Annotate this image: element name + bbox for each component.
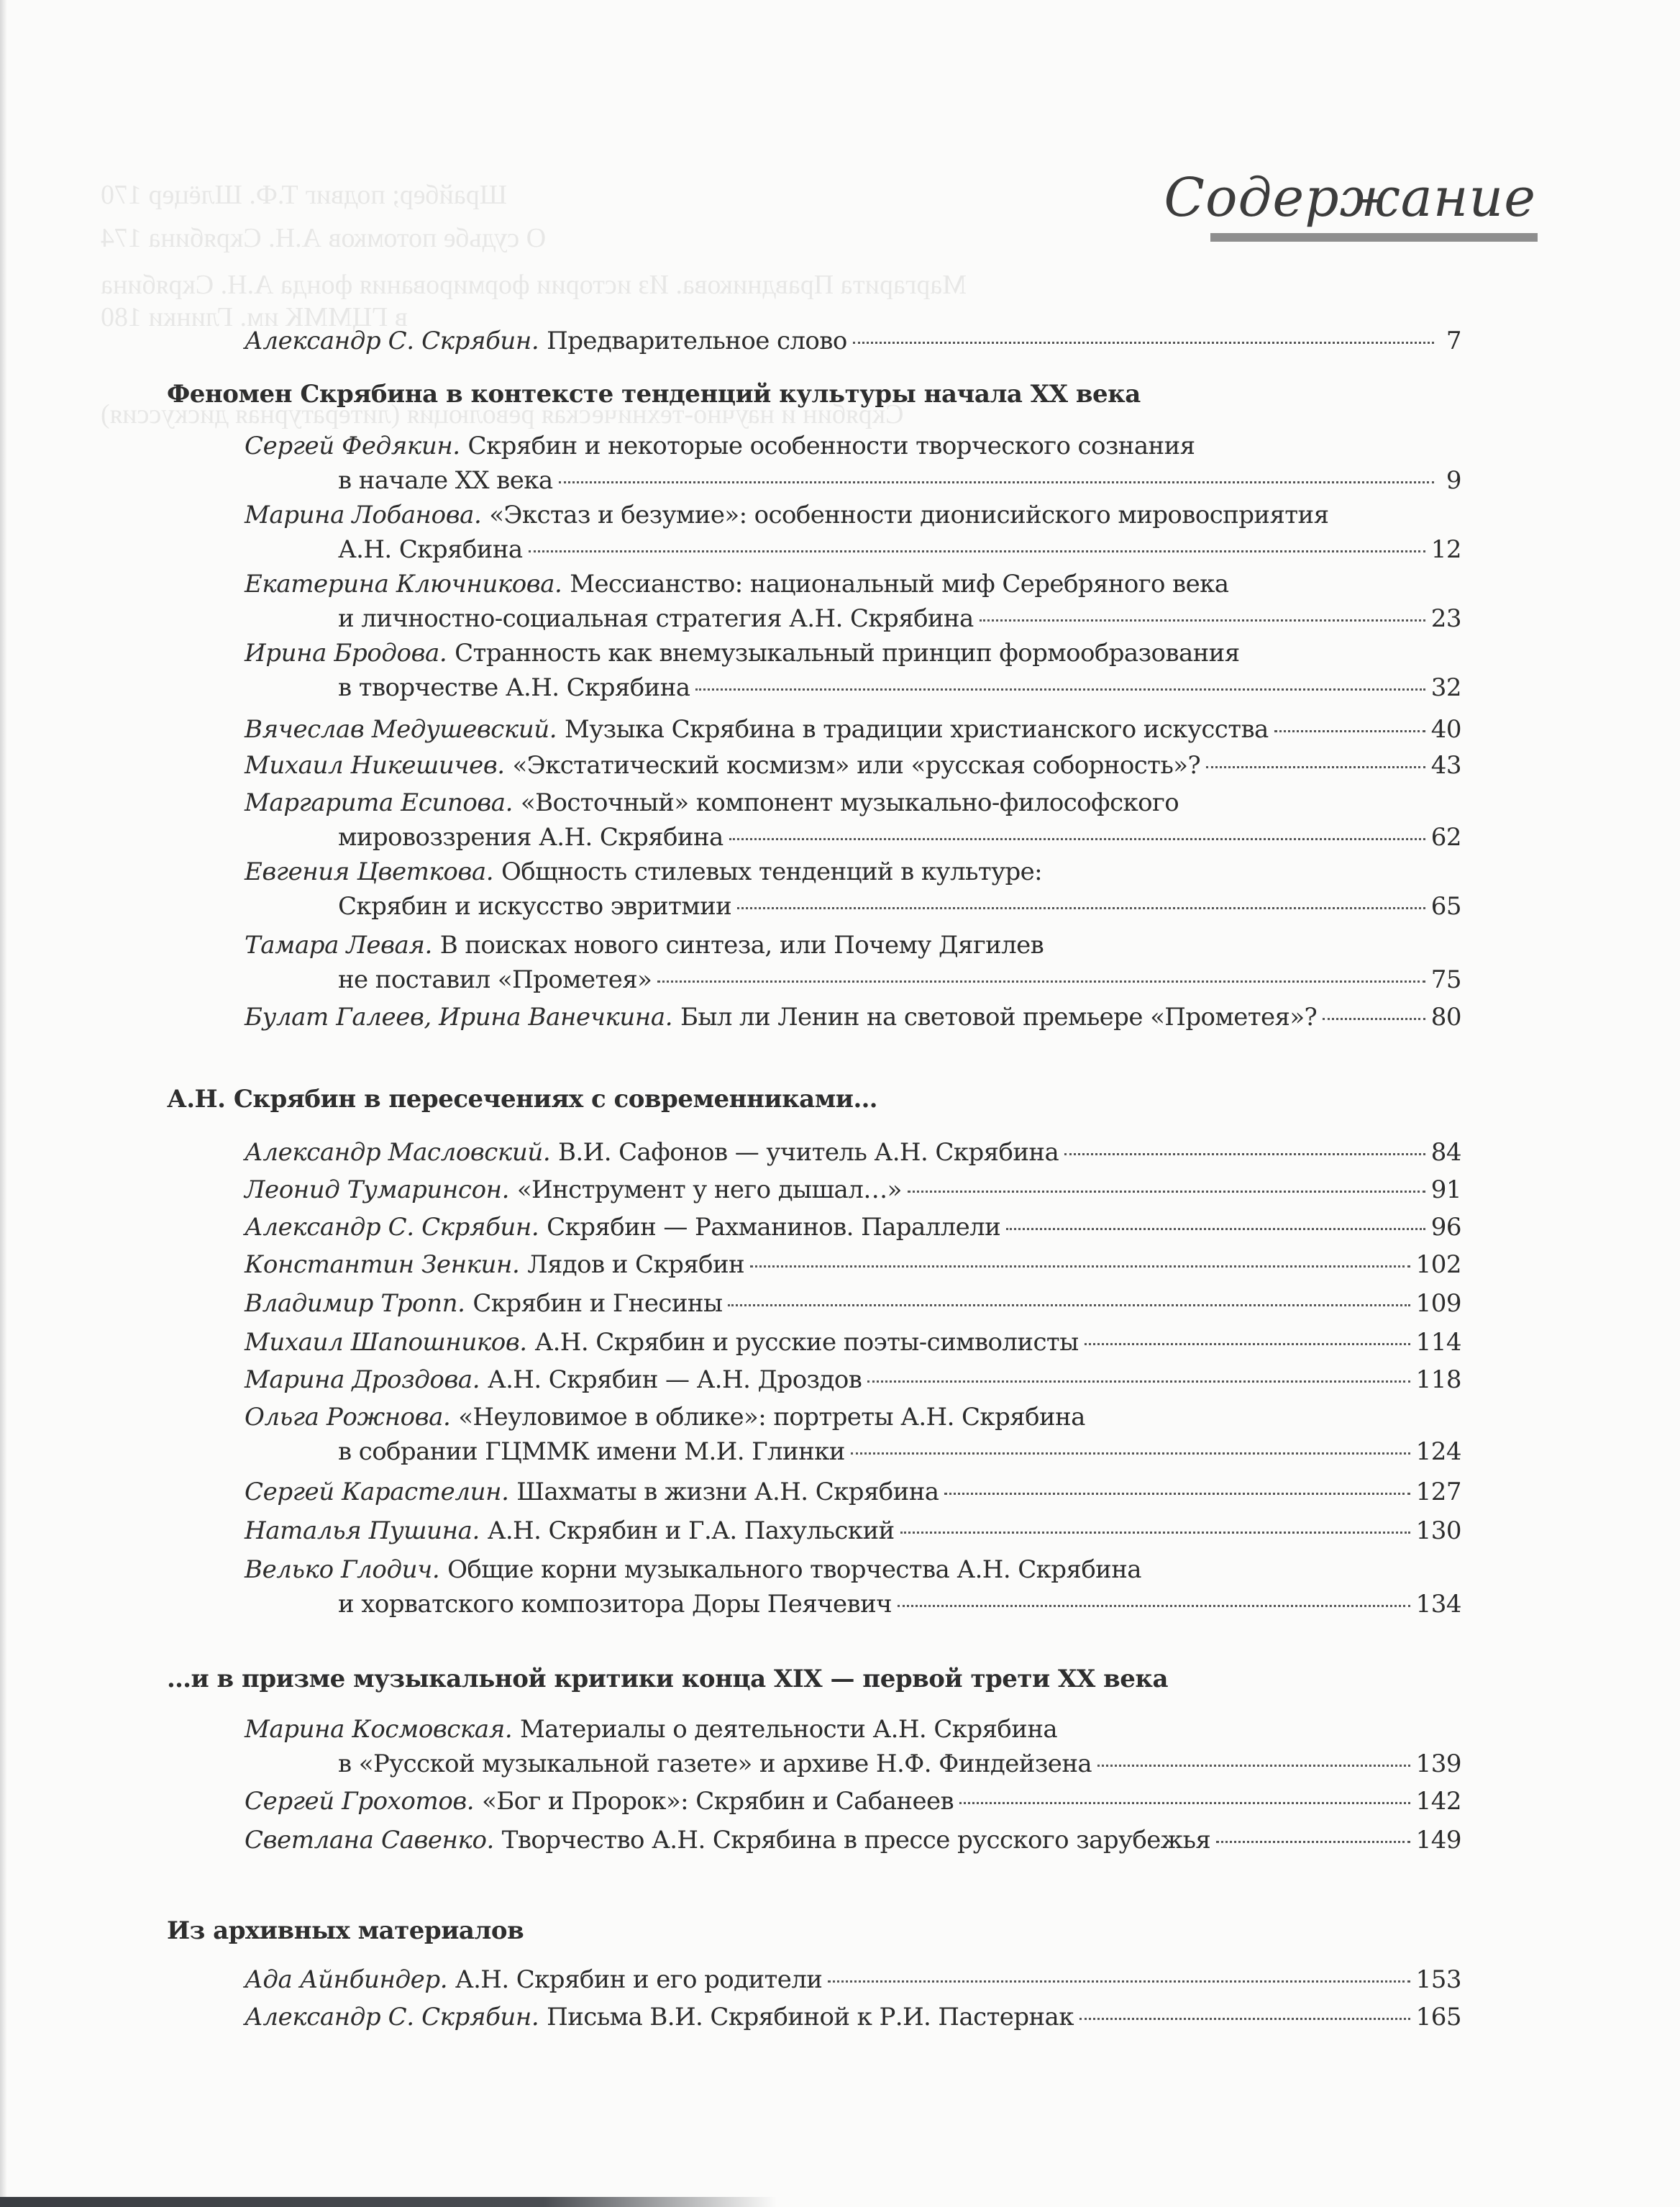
dot-leader (900, 1532, 1410, 1534)
dot-leader (529, 550, 1425, 552)
entry-page-number: 109 (1415, 1289, 1461, 1318)
entry-author: Леонид Тумаринсон. (245, 1175, 510, 1204)
entry-title: Общность стилевых тенденций в культуре: (501, 857, 1043, 886)
entry-title: Общие корни музыкального творчества А.Н. Скрябина (447, 1555, 1141, 1584)
entry-page-number: 149 (1415, 1826, 1461, 1855)
entry-title-cont: А.Н. Скрябина (338, 535, 523, 564)
entry-title: «Восточный» компонент музыкально-философского (520, 788, 1179, 817)
entry-title: А.Н. Скрябин и русские поэты-символисты (534, 1328, 1079, 1357)
entry-author: Булат Галеев, Ирина Ванечкина. (245, 1003, 673, 1032)
toc-entry[interactable] (245, 498, 1461, 567)
dot-leader (1206, 766, 1425, 768)
entry-title: Шахматы в жизни А.Н. Скрябина (516, 1478, 939, 1506)
entry-title: Скрябин и некоторые особенности творческого сознания (467, 432, 1195, 460)
dot-leader (657, 980, 1425, 983)
toc-entry[interactable] (245, 712, 1461, 747)
toc-entry[interactable] (245, 1210, 1461, 1244)
entry-title: Скрябин и Гнесины (472, 1289, 723, 1318)
entry-title-cont: не поставил «Прометея» (338, 965, 652, 994)
toc-entry[interactable] (245, 928, 1461, 997)
toc-entry[interactable] (245, 855, 1461, 924)
entry-author: Константин Зенкин. (245, 1250, 520, 1279)
entry-title: «Экстатический космизм» или «русская соборность»? (512, 751, 1201, 780)
dot-leader (1216, 1841, 1410, 1843)
page-title: Содержание (1164, 167, 1536, 229)
section-heading: …и в призме музыкальной критики конца XIX — первой трети XX века (167, 1665, 1168, 1693)
section-heading: Из архивных материалов (167, 1916, 524, 1945)
scan-edge (0, 0, 7, 2207)
entry-title-cont: в творчестве А.Н. Скрябина (338, 673, 690, 702)
entry-page-number: 165 (1415, 2003, 1461, 2031)
toc-entry[interactable] (245, 429, 1461, 498)
show-through-line: О судьбе потомков А.Н. Скрябина 174 (101, 223, 547, 253)
section-heading: А.Н. Скрябин в пересечениях с современниками… (167, 1085, 877, 1114)
entry-author: Александр Масловский. (245, 1138, 551, 1167)
entry-author: Тамара Левая. (245, 931, 432, 960)
toc-entry[interactable] (245, 1325, 1461, 1360)
dot-leader (828, 1980, 1410, 1983)
toc-entry[interactable] (245, 786, 1461, 855)
title-underline (1210, 233, 1538, 242)
dot-leader (1085, 1343, 1410, 1345)
entry-page-number: 62 (1430, 823, 1461, 852)
entry-author: Велько Глодич. (245, 1555, 440, 1584)
entry-title: Мессианство: национальный миф Серебряного века (570, 570, 1229, 599)
entry-page-number: 80 (1430, 1003, 1461, 1032)
entry-author: Александр С. Скрябин. (245, 2003, 539, 2031)
entry-title-cont: мировоззрения А.Н. Скрябина (338, 823, 723, 852)
toc-entry[interactable] (245, 748, 1461, 783)
dot-leader (1079, 2018, 1410, 2020)
dot-leader (729, 838, 1425, 840)
toc-entry[interactable] (245, 1823, 1461, 1857)
entry-title: А.Н. Скрябин и его родители (455, 1965, 823, 1994)
entry-author: Наталья Пушина. (245, 1516, 480, 1545)
entry-author: Марина Лобанова. (245, 501, 482, 529)
entry-title: «Экстаз и безумие»: особенности дионисийского мировосприятия (489, 501, 1329, 529)
entry-page-number: 9 (1446, 466, 1461, 495)
entry-author: Марина Космовская. (245, 1715, 513, 1744)
entry-page-number: 65 (1430, 892, 1461, 921)
entry-page-number: 114 (1415, 1328, 1461, 1357)
dot-leader (944, 1493, 1410, 1495)
entry-title-cont: и хорватского композитора Доры Пеячевич (338, 1590, 892, 1619)
dot-leader (908, 1191, 1425, 1193)
entry-page-number: 118 (1415, 1365, 1461, 1394)
toc-entry[interactable] (245, 2000, 1461, 2034)
show-through-line: Скрябин и научно-техническая революция (литературная дискуссия) (101, 399, 904, 429)
entry-author: Александр С. Скрябин. (245, 1213, 539, 1242)
entry-page-number: 43 (1430, 751, 1461, 780)
show-through-line: в ГЦММК им. Глинки 180 (101, 302, 408, 332)
entry-title: Странность как внемузыкальный принцип формообразования (455, 639, 1240, 668)
toc-entry[interactable] (245, 1286, 1461, 1321)
entry-page-number: 96 (1430, 1213, 1461, 1242)
entry-author: Марина Дроздова. (245, 1365, 480, 1394)
entry-author: Ольга Рожнова. (245, 1403, 451, 1432)
entry-author: Светлана Савенко. (245, 1826, 494, 1855)
dot-leader (695, 688, 1425, 691)
toc-entry[interactable] (245, 1784, 1461, 1819)
entry-page-number: 84 (1430, 1138, 1461, 1167)
entry-page-number: 102 (1415, 1250, 1461, 1279)
toc-entry[interactable] (245, 1400, 1461, 1469)
entry-title: Музыка Скрябина в традиции христианского искусства (565, 715, 1269, 744)
entry-page-number: 139 (1415, 1749, 1461, 1778)
dot-leader (1006, 1228, 1425, 1230)
entry-page-number: 127 (1415, 1478, 1461, 1506)
section-heading: Феномен Скрябина в контексте тенденций культуры начала XX века (167, 380, 1141, 409)
dot-leader (1064, 1153, 1425, 1155)
show-through-line: Маргарита Правдникова. Из истории формирования фонда А.Н. Скрябина (101, 270, 967, 300)
entry-title: А.Н. Скрябин — А.Н. Дроздов (487, 1365, 862, 1394)
entry-title: А.Н. Скрябин и Г.А. Пахульский (487, 1516, 895, 1545)
entry-page-number: 142 (1415, 1787, 1461, 1816)
toc-entry[interactable] (245, 1475, 1461, 1509)
entry-title-cont: Скрябин и искусство эвритмии (338, 892, 732, 921)
entry-title: Лядов и Скрябин (527, 1250, 745, 1279)
toc-entry-preface[interactable] (245, 324, 1461, 358)
entry-author: Ада Айнбиндер. (245, 1965, 448, 1994)
entry-author: Екатерина Ключникова. (245, 570, 562, 599)
entry-page-number: 40 (1430, 715, 1461, 744)
toc-entry[interactable] (245, 567, 1461, 636)
toc-entry[interactable] (245, 1514, 1461, 1548)
dot-leader (853, 342, 1434, 344)
entry-title-cont: в собрании ГЦММК имени М.И. Глинки (338, 1437, 845, 1466)
entry-title: В.И. Сафонов — учитель А.Н. Скрябина (558, 1138, 1059, 1167)
entry-page-number: 91 (1430, 1175, 1461, 1204)
entry-title: Материалы о деятельности А.Н. Скрябина (520, 1715, 1058, 1744)
entry-page-number: 7 (1446, 327, 1461, 355)
entry-title: В поисках нового синтеза, или Почему Дягилев (439, 931, 1044, 960)
entry-author: Александр С. Скрябин. (245, 327, 539, 355)
dot-leader (959, 1802, 1410, 1804)
toc-entry[interactable] (245, 1247, 1461, 1282)
entry-title: Был ли Ленин на световой премьере «Прометея»? (680, 1003, 1318, 1032)
entry-author: Сергей Грохотов. (245, 1787, 475, 1816)
entry-title: «Инструмент у него дышал…» (516, 1175, 902, 1204)
toc-entry[interactable] (245, 636, 1461, 705)
entry-page-number: 130 (1415, 1516, 1461, 1545)
entry-author: Вячеслав Медушевский. (245, 715, 557, 744)
entry-page-number: 124 (1415, 1437, 1461, 1466)
dot-leader (1323, 1018, 1425, 1020)
entry-author: Ирина Бродова. (245, 639, 447, 668)
entry-title-cont: и личностно-социальная стратегия А.Н. Скрябина (338, 604, 974, 633)
dot-leader (559, 481, 1434, 483)
toc-entry[interactable] (245, 1000, 1461, 1034)
dot-leader (737, 907, 1425, 909)
entry-author: Сергей Федякин. (245, 432, 460, 460)
entry-title: Творчество А.Н. Скрябина в прессе русского зарубежья (501, 1826, 1211, 1855)
entry-author: Михаил Никешичев. (245, 751, 505, 780)
entry-title: Скрябин — Рахманинов. Параллели (547, 1213, 1001, 1242)
dot-leader (1097, 1765, 1410, 1767)
entry-author: Сергей Карастелин. (245, 1478, 509, 1506)
entry-author: Евгения Цветкова. (245, 857, 494, 886)
toc-entry[interactable] (245, 1173, 1461, 1207)
entry-title: Письма В.И. Скрябиной к Р.И. Пастернак (547, 2003, 1074, 2031)
toc-entry[interactable] (245, 1962, 1461, 1997)
toc-entry[interactable] (245, 1362, 1461, 1397)
entry-author: Владимир Тропп. (245, 1289, 465, 1318)
dot-leader (898, 1605, 1410, 1607)
entry-title: «Неуловимое в облике»: портреты А.Н. Скрябина (458, 1403, 1085, 1432)
dot-leader (867, 1380, 1410, 1383)
entry-title-cont: в начале XX века (338, 466, 553, 495)
toc-entry[interactable] (245, 1135, 1461, 1170)
entry-page-number: 23 (1430, 604, 1461, 633)
entry-title: «Бог и Пророк»: Скрябин и Сабанеев (482, 1787, 954, 1816)
dot-leader (750, 1265, 1410, 1268)
dot-leader (728, 1304, 1410, 1306)
entry-page-number: 75 (1430, 965, 1461, 994)
entry-author: Михаил Шапошников. (245, 1328, 527, 1357)
entry-title-cont: в «Русской музыкальной газете» и архиве Н.Ф. Финдейзена (338, 1749, 1092, 1778)
entry-page-number: 153 (1415, 1965, 1461, 1994)
dot-leader (980, 619, 1425, 622)
entry-author: Маргарита Есипова. (245, 788, 513, 817)
show-through-line: Шрайбер; подвиг Т.Ф. Шлёцер 170 (101, 180, 508, 210)
entry-page-number: 134 (1415, 1590, 1461, 1619)
entry-page-number: 32 (1430, 673, 1461, 702)
dot-leader (851, 1452, 1410, 1455)
dot-leader (1274, 730, 1425, 732)
scan-edge-shadow (0, 2197, 777, 2207)
toc-entry[interactable] (245, 1552, 1461, 1621)
toc-entry[interactable] (245, 1712, 1461, 1781)
entry-title: Предварительное слово (547, 327, 847, 355)
entry-page-number: 12 (1430, 535, 1461, 564)
